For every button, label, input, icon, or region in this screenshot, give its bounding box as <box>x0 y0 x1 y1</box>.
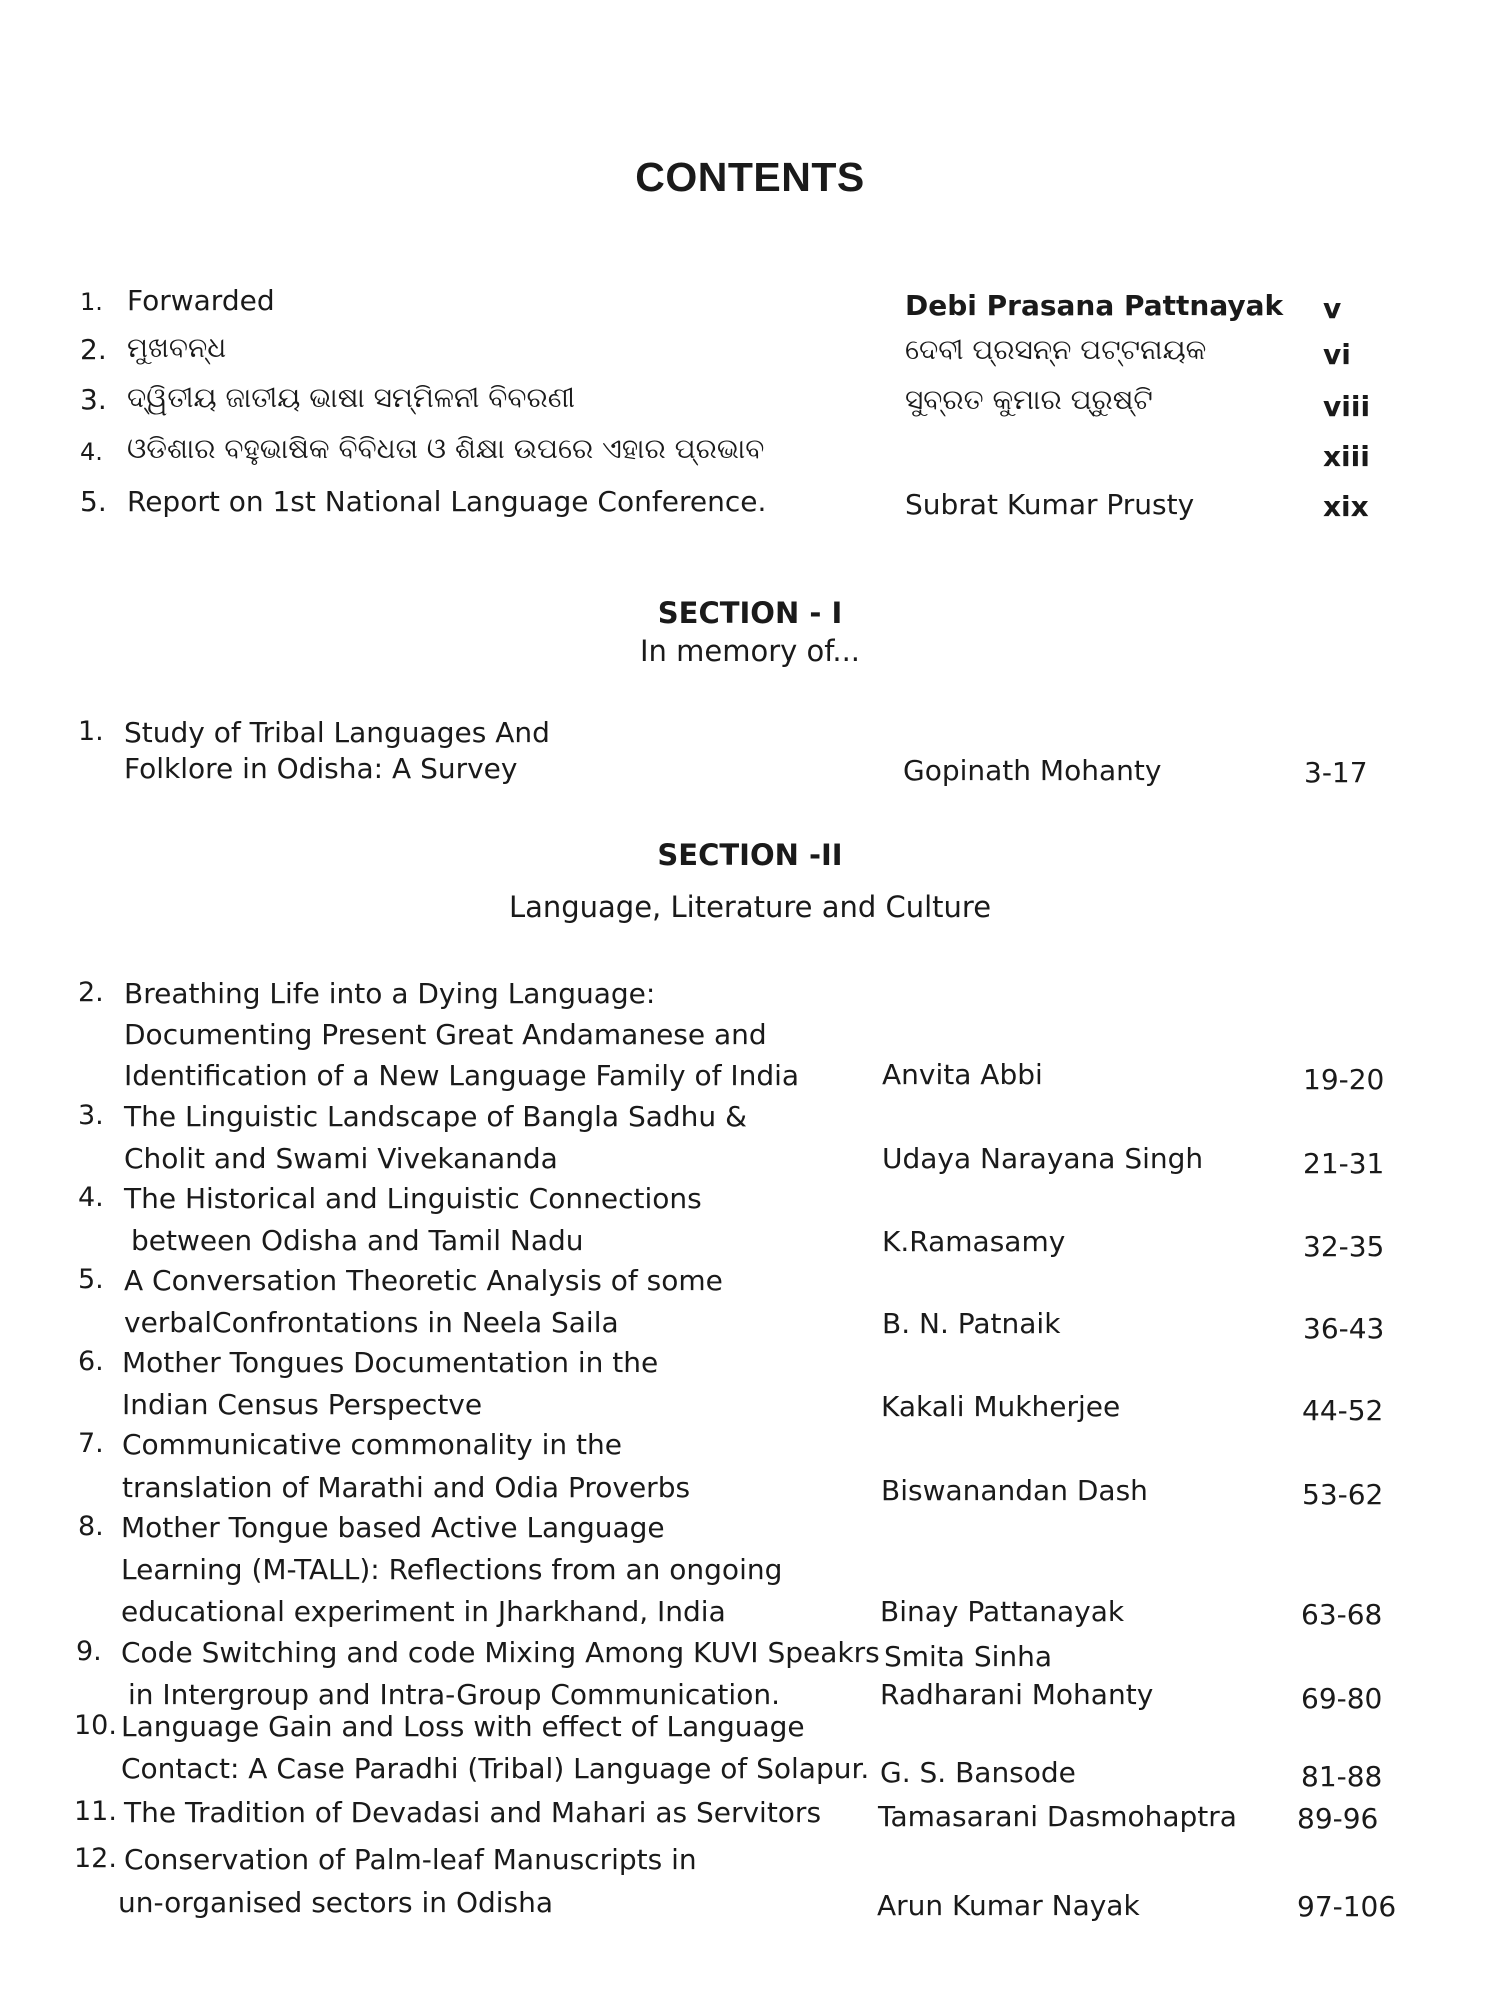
entry-number: 7. <box>78 1428 104 1459</box>
entry-page: 21-31 <box>1303 1147 1385 1180</box>
entry-page: 89-96 <box>1297 1802 1379 1835</box>
entry-title-line: Indian Census Perspectve <box>122 1388 483 1421</box>
entry-author: ସୁବ୍ରତ କୁମାର ପ୍ରୁଷ୍ଟି <box>905 383 1153 416</box>
entry-number: 4. <box>80 438 103 466</box>
entry-title: Forwarded <box>127 284 275 317</box>
entry-title-line: A Conversation Theoretic Analysis of some <box>124 1264 723 1297</box>
entry-author: Udaya Narayana Singh <box>882 1142 1204 1175</box>
entry-number: 12. <box>74 1843 117 1874</box>
entry-page: vi <box>1323 338 1351 371</box>
entry-page: 81-88 <box>1301 1760 1383 1793</box>
entry-page: v <box>1323 292 1342 325</box>
entry-title-line: The Linguistic Landscape of Bangla Sadhu & <box>124 1100 747 1133</box>
entry-author: B. N. Patnaik <box>882 1307 1061 1340</box>
entry-title-line: in Intergroup and Intra-Group Communication. <box>128 1678 780 1711</box>
section-heading: SECTION - I <box>657 596 843 630</box>
entry-author: Radharani Mohanty <box>880 1678 1154 1711</box>
entry-number: 5. <box>78 1264 104 1295</box>
section-subtitle: Language, Literature and Culture <box>508 890 992 924</box>
entry-title-line: educational experiment in Jharkhand, India <box>121 1595 726 1628</box>
entry-title-line: Language Gain and Loss with effect of Language <box>121 1710 805 1743</box>
entry-author: Biswanandan Dash <box>881 1474 1148 1507</box>
entry-title-line: Contact: A Case Paradhi (Tribal) Language of Solapur. <box>121 1752 870 1785</box>
entry-title: ଓଡିଶାର ବହୁଭାଷିକ ବିବିଧତା ଓ ଶିକ୍ଷା ଉପରେ ଏହାର ପ୍ରଭାବ <box>127 432 765 465</box>
entry-title-line: un-organised sectors in Odisha <box>118 1886 554 1919</box>
entry-author: Kakali Mukherjee <box>881 1390 1121 1423</box>
section-heading: SECTION -II <box>657 838 843 872</box>
entry-title-line: Code Switching and code Mixing Among KUVI Speakrs <box>121 1636 880 1669</box>
entry-page: xix <box>1323 490 1369 523</box>
entry-title: ମୁଖବନ୍ଧ <box>127 331 227 364</box>
entry-page: xiii <box>1323 440 1370 473</box>
entry-number: 3. <box>80 383 107 416</box>
section-subtitle: In memory of... <box>639 634 861 668</box>
entry-title-line: Mother Tongues Documentation in the <box>122 1346 659 1379</box>
entry-title-line: between Odisha and Tamil Nadu <box>131 1224 584 1257</box>
entry-number: 2. <box>78 977 104 1008</box>
page-title: CONTENTS <box>635 154 865 200</box>
entry-page: 53-62 <box>1302 1478 1384 1511</box>
entry-number: 5. <box>80 485 107 518</box>
entry-title: Report on 1st National Language Conference. <box>127 485 767 518</box>
entry-title-line: verbalConfrontations in Neela Saila <box>124 1306 619 1339</box>
entry-number: 1. <box>80 288 103 316</box>
entry-number: 4. <box>78 1182 104 1213</box>
entry-author: Debi Prasana Pattnayak <box>905 289 1284 322</box>
entry-author: K.Ramasamy <box>882 1225 1066 1258</box>
entry-number: 6. <box>78 1346 104 1377</box>
entry-number: 8. <box>78 1511 104 1542</box>
entry-author: ଦେବୀ ପ୍ରସନ୍ନ ପଟ୍ଟନାୟକ <box>905 333 1207 366</box>
entry-title-line: Study of Tribal Languages And <box>124 716 550 749</box>
entry-title: ଦ୍ୱିତୀୟ ଜାତୀୟ ଭାଷା ସମ୍ମିଳନୀ ବିବରଣୀ <box>127 381 575 414</box>
entry-number: 10. <box>74 1710 117 1741</box>
entry-number: 2. <box>80 333 107 366</box>
entry-number: 3. <box>78 1100 104 1131</box>
entry-title-line: Documenting Present Great Andamanese and <box>124 1018 767 1051</box>
entry-page: 36-43 <box>1303 1312 1385 1345</box>
entry-title-line: translation of Marathi and Odia Proverbs <box>122 1471 691 1504</box>
entry-title-line: Identification of a New Language Family of India <box>124 1059 800 1092</box>
entry-author: Smita Sinha <box>884 1640 1053 1673</box>
entry-title-line: Learning (M-TALL): Reflections from an ongoing <box>121 1553 783 1586</box>
entry-number: 1. <box>78 716 104 747</box>
entry-page: 44-52 <box>1302 1394 1384 1427</box>
entry-page: 32-35 <box>1303 1230 1385 1263</box>
entry-title-line: Communicative commonality in the <box>122 1428 623 1461</box>
entry-title-line: The Historical and Linguistic Connections <box>124 1182 702 1215</box>
entry-page: 97-106 <box>1297 1890 1397 1923</box>
entry-title-line: Folklore in Odisha: A Survey <box>124 752 518 785</box>
entry-title-line: The Tradition of Devadasi and Mahari as Servitors <box>124 1796 822 1829</box>
entry-title-line: Cholit and Swami Vivekananda <box>124 1142 558 1175</box>
entry-title-line: Mother Tongue based Active Language <box>121 1511 665 1544</box>
entry-page: 3-17 <box>1304 756 1368 789</box>
entry-author: Arun Kumar Nayak <box>877 1889 1140 1922</box>
entry-author: Tamasarani Dasmohaptra <box>878 1800 1237 1833</box>
entry-author: Gopinath Mohanty <box>903 754 1162 787</box>
entry-author: Anvita Abbi <box>882 1058 1043 1091</box>
entry-number: 11. <box>74 1796 117 1827</box>
entry-page: 69-80 <box>1301 1682 1383 1715</box>
entry-author: Subrat Kumar Prusty <box>905 488 1195 521</box>
entry-page: 63-68 <box>1301 1598 1383 1631</box>
entry-title-line: Breathing Life into a Dying Language: <box>124 977 656 1010</box>
entry-page: viii <box>1323 390 1371 423</box>
entry-author: G. S. Bansode <box>880 1756 1076 1789</box>
entry-page: 19-20 <box>1303 1063 1385 1096</box>
entry-author: Binay Pattanayak <box>880 1595 1125 1628</box>
entry-number: 9. <box>76 1636 102 1667</box>
entry-title-line: Conservation of Palm-leaf Manuscripts in <box>124 1843 697 1876</box>
